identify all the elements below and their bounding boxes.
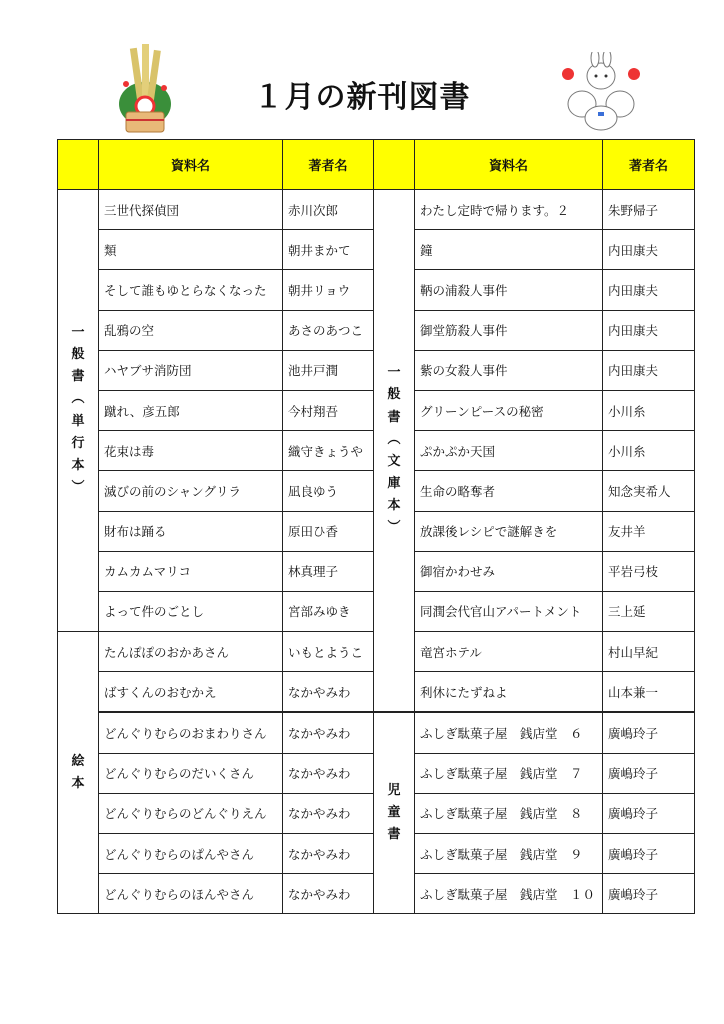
book-author: 小川糸	[603, 390, 695, 430]
book-title: カムカムマリコ	[99, 551, 283, 591]
book-author: なかやみわ	[283, 874, 374, 914]
book-title: ふしぎ駄菓子屋 銭店堂 ７	[415, 753, 603, 793]
book-title: 財布は踊る	[99, 511, 283, 551]
book-title: 乱鴉の空	[99, 310, 283, 350]
book-author: 三上延	[603, 591, 695, 631]
category-char: 童	[387, 805, 401, 821]
book-title: どんぐりむらのおまわりさん	[99, 712, 283, 753]
book-author: 小川糸	[603, 431, 695, 471]
book-author: 朝井まかて	[283, 230, 374, 270]
category-left-1	[58, 632, 99, 914]
category-char: 庫	[387, 475, 401, 491]
category-left-0	[58, 190, 99, 632]
book-author: あさのあつこ	[283, 310, 374, 350]
book-title: ハヤブサ消防団	[99, 350, 283, 390]
table-header-row	[58, 140, 695, 190]
book-author: 宮部みゆき	[283, 591, 374, 631]
header-blank-left	[58, 140, 99, 190]
book-author: 朝井リョウ	[283, 270, 374, 310]
category-char: ︶	[387, 520, 401, 535]
book-author: 平岩弓枝	[603, 551, 695, 591]
book-author: 凪良ゆう	[283, 471, 374, 511]
header-title-left: 資料名	[99, 140, 283, 190]
book-author: 廣嶋玲子	[603, 753, 695, 793]
page-title: １月の新刊図書	[253, 80, 471, 115]
book-author: 廣嶋玲子	[603, 874, 695, 914]
category-char: 般	[387, 387, 401, 403]
book-title: 蹴れ、彦五郎	[99, 390, 283, 430]
category-char: 書	[71, 369, 85, 385]
rabbits-icon	[558, 52, 644, 132]
book-title: ふしぎ駄菓子屋 銭店堂 １０	[415, 874, 603, 914]
category-char: ︶	[71, 479, 85, 495]
category-char: 本	[387, 497, 401, 513]
table-row	[58, 190, 695, 230]
kadomatsu-icon	[112, 44, 178, 134]
header-author-left: 著者名	[283, 140, 374, 190]
book-author: 内田康夫	[603, 350, 695, 390]
category-char: 児	[387, 783, 401, 799]
book-author: 廣嶋玲子	[603, 834, 695, 874]
book-author: 廣嶋玲子	[603, 793, 695, 833]
table-row	[58, 712, 695, 753]
book-title: 鐘	[415, 230, 603, 270]
category-char: ︵	[71, 391, 85, 407]
category-char: 書	[387, 827, 401, 843]
header-blank-right	[374, 140, 415, 190]
category-char: 本	[71, 457, 85, 473]
book-author: 朱野帰子	[603, 190, 695, 230]
book-author: 知念実希人	[603, 471, 695, 511]
book-author: 今村翔吾	[283, 390, 374, 430]
book-author: 内田康夫	[603, 310, 695, 350]
book-title: そして誰もゆとらなくなった	[99, 270, 283, 310]
book-title: 御堂筋殺人事件	[415, 310, 603, 350]
category-right-1	[374, 712, 415, 913]
book-title: 利休にたずねよ	[415, 672, 603, 713]
book-author: 原田ひ香	[283, 511, 374, 551]
book-title: わたし定時で帰ります。２	[415, 190, 603, 230]
book-author: 内田康夫	[603, 270, 695, 310]
book-author: 山本兼一	[603, 672, 695, 713]
new-books-table	[57, 139, 695, 914]
book-title: よって件のごとし	[99, 591, 283, 631]
book-author: 織守きょうや	[283, 431, 374, 471]
header-title-right: 資料名	[415, 140, 603, 190]
category-char: 般	[71, 347, 85, 363]
book-title: ふしぎ駄菓子屋 銭店堂 ８	[415, 793, 603, 833]
category-char: 一	[387, 365, 401, 381]
book-title: 御宿かわせみ	[415, 551, 603, 591]
book-title: 三世代探偵団	[99, 190, 283, 230]
book-author: 赤川次郎	[283, 190, 374, 230]
book-title: ふしぎ駄菓子屋 銭店堂 ９	[415, 834, 603, 874]
book-author: 廣嶋玲子	[603, 712, 695, 753]
category-right-0	[374, 190, 415, 713]
book-author: なかやみわ	[283, 793, 374, 833]
book-author: 内田康夫	[603, 230, 695, 270]
book-title: グリーンピースの秘密	[415, 390, 603, 430]
book-title: 同潤会代官山アパートメント	[415, 591, 603, 631]
book-title: 竜宮ホテル	[415, 632, 603, 672]
book-title: どんぐりむらのだいくさん	[99, 753, 283, 793]
category-char: 書	[387, 409, 401, 425]
book-title: 類	[99, 230, 283, 270]
book-author: 林真理子	[283, 551, 374, 591]
category-char: 文	[387, 453, 401, 469]
category-char: 絵	[71, 753, 85, 769]
book-author: なかやみわ	[283, 753, 374, 793]
book-title: ふしぎ駄菓子屋 銭店堂 ６	[415, 712, 603, 753]
category-char: 一	[71, 325, 85, 341]
category-char: 単	[71, 413, 85, 429]
book-title: 紫の女殺人事件	[415, 350, 603, 390]
category-char: 行	[71, 435, 85, 451]
book-title: ぷかぷか天国	[415, 431, 603, 471]
category-char: 本	[71, 775, 85, 791]
book-author: なかやみわ	[283, 672, 374, 713]
header-author-right: 著者名	[603, 140, 695, 190]
book-title: 生命の略奪者	[415, 471, 603, 511]
book-title: どんぐりむらのほんやさん	[99, 874, 283, 914]
book-title: 鞆の浦殺人事件	[415, 270, 603, 310]
book-author: 池井戸潤	[283, 350, 374, 390]
book-title: 花束は毒	[99, 431, 283, 471]
book-title: どんぐりむらのどんぐりえん	[99, 793, 283, 833]
book-author: 友井羊	[603, 511, 695, 551]
book-author: いもとようこ	[283, 632, 374, 672]
book-title: ばすくんのおむかえ	[99, 672, 283, 713]
book-author: なかやみわ	[283, 712, 374, 753]
book-author: なかやみわ	[283, 834, 374, 874]
book-title: たんぽぽのおかあさん	[99, 632, 283, 672]
book-author: 村山早紀	[603, 632, 695, 672]
book-title: 放課後レシピで謎解きを	[415, 511, 603, 551]
book-title: どんぐりむらのぱんやさん	[99, 834, 283, 874]
category-char: ︵	[387, 431, 401, 447]
book-title: 滅びの前のシャングリラ	[99, 471, 283, 511]
